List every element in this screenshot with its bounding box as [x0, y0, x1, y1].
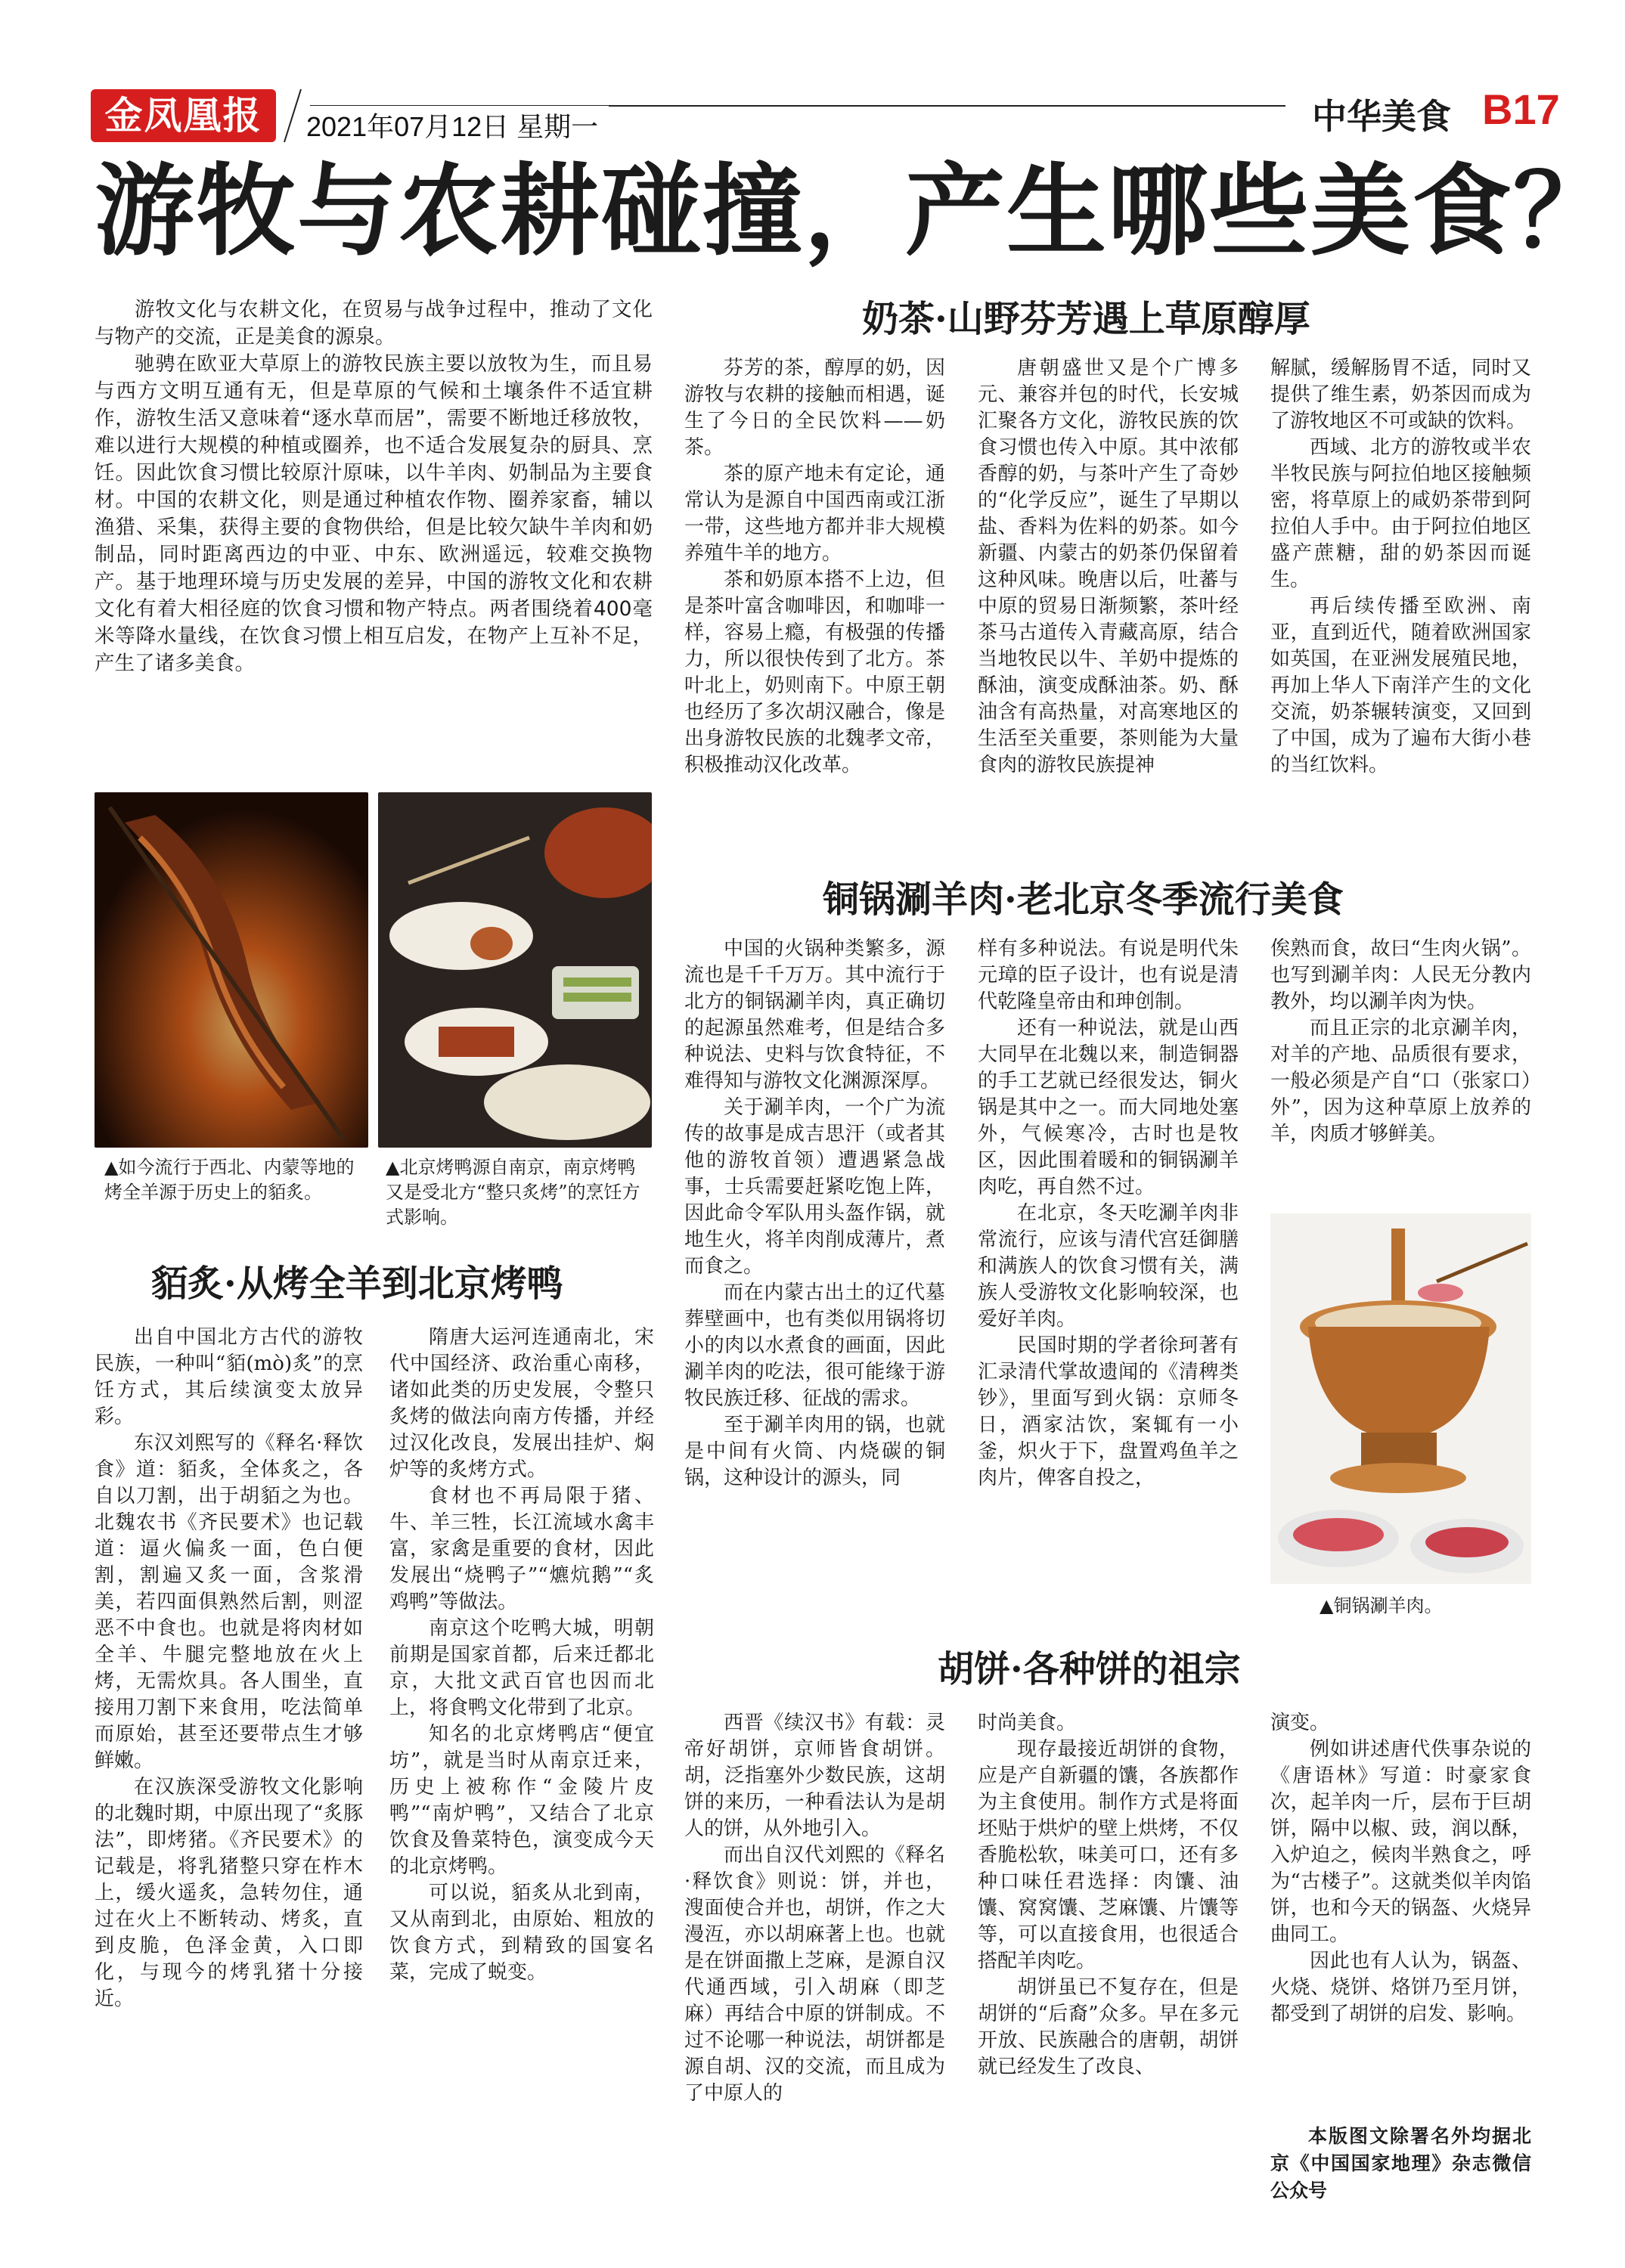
section-name: 中华美食 — [1312, 96, 1451, 137]
paragraph: 俟熟而食，故曰“生肉火锅”。也写到涮羊肉：人民无分教内教外，均以涮羊肉为快。 — [1270, 937, 1531, 1013]
paragraph: 胡饼虽已不复存在，但是胡饼的“后裔”众多。早在多元开放、民族融合的唐朝，胡饼就已经发生了改良、 — [978, 1976, 1239, 2078]
milk-tea-column-1 — [684, 355, 945, 779]
paragraph: 茶和奶原本搭不上边，但是茶叶富含咖啡因，和咖啡一样，容易上瘾，有极强的传播力，所以很快传到了北方。茶叶北上，奶则南下。中原王朝也经历了多次胡汉融合，像是出身游牧民族的北魏孝文帝，积极推动汉化改革。 — [684, 569, 945, 776]
paragraph: 出自中国北方古代的游牧民族，一种叫“貊(mò)炙”的烹饪方式，其后续演变太放异彩。 — [95, 1326, 363, 1428]
intro-paragraph: 驰骋在欧亚大草原上的游牧民族主要以放牧为生，而且易与西方文明互通有无，但是草原的气候和土壤条件不适宜耕作，游牧生活又意味着“逐水草而居”，需要不断地迁移放牧，难以进行大规模的种植或圈养，也不适合发展复杂的厨具、烹饪。因此饮食习惯比较原汁原味，以牛羊肉、奶制品为主要食材。中国的农耕文化，则是通过种植农作物、圈养家畜，辅以渔猎、采集，获得主要的食物供给，但是比较欠缺牛羊肉和奶制品，同时距离西边的中亚、中东、欧洲遥远，较难交换物产。基于地理环境与历史发展的差异，中国的游牧文化和农耕文化有着大相径庭的饮食习惯和物产特点。两者围绕着400毫米等降水量线，在饮食习惯上相互启发，在物产上互补不足，产生了诸多美食。 — [95, 352, 653, 675]
milk-tea-title: 奶茶·山野芬芳遇上草原醇厚 — [862, 298, 1310, 340]
paragraph: 而在内蒙古出土的辽代墓葬壁画中，也有类似用锅将切小的肉以水煮食的画面，因此涮羊肉的吃法，很可能缘于游牧民族迁移、征战的需求。 — [684, 1281, 945, 1410]
paragraph: 可以说，貊炙从北到南，又从南到北，由原始、粗放的饮食方式，到精致的国宴名菜，完成了蜕变。 — [389, 1882, 654, 1984]
hotpot-photo — [1270, 1213, 1531, 1584]
hotpot-column-1 — [684, 936, 945, 1492]
hubing-column-2 — [978, 1710, 1239, 2081]
roast-lamb-photo — [95, 792, 368, 1148]
paragraph: 现存最接近胡饼的食物，应是产自新疆的馕，各族都作为主食使用。制作方式是将面坯贴于烘炉的壁上烘烤，不仅香脆松软，味美可口，还有多种口味任君选择：肉馕、油馕、窝窝馕、芝麻馕、片馕等等，可以直接食用，也很适合搭配羊肉吃。 — [978, 1738, 1239, 1972]
paragraph: 关于涮羊肉，一个广为流传的故事是成吉思汗（或者其他的游牧首领）遭遇紧急战事，士兵需要赶紧吃饱上阵，因此命令军队用头盔作锅，就地生火，将羊肉削成薄片，煮而食之。 — [684, 1096, 945, 1278]
paragraph: 民国时期的学者徐珂著有汇录清代掌故遗闻的《清稗类钞》，里面写到火锅：京师冬日，酒家沽饮，案辄有一小釜，炽火于下，盘置鸡鱼羊之肉片，俾客自投之， — [978, 1334, 1239, 1489]
hubing-title: 胡饼·各种饼的祖宗 — [938, 1648, 1241, 1690]
paragraph: 解腻，缓解肠胃不适，同时又提供了维生素，奶茶因而成为了游牧地区不可或缺的饮料。 — [1270, 357, 1531, 432]
milk-tea-column-3 — [1270, 355, 1531, 779]
hotpot-column-2 — [978, 936, 1239, 1492]
issue-date: 2021年07月12日 星期一 — [306, 106, 609, 144]
hubing-column-1 — [684, 1710, 945, 2107]
paragraph: 在汉族深受游牧文化影响的北魏时期，中原出现了“炙豚法”，即烤猪。《齐民要术》的记载是，将乳猪整只穿在柞木上，缓火遥炙，急转勿住，通过在火上不断转动、烤炙，直到皮脆，色泽金黄，入口即化，与现今的烤乳猪十分接近。 — [95, 1776, 363, 2010]
mozhi-column-1 — [95, 1325, 363, 2012]
hubing-column-3 — [1270, 1710, 1531, 2028]
paragraph: 食材也不再局限于猪、牛、羊三牲，长江流域水禽丰富，家禽是重要的食材，因此发展出“烧鸭子”“爊炕鹅”“炙鸡鸭”等做法。 — [389, 1485, 654, 1613]
newspaper-logo: 金凤凰报 — [91, 89, 276, 142]
roast-duck-caption: ▲北京烤鸭源自南京，南京烤鸭又是受北方“整只炙烤”的烹饪方式影响。 — [386, 1157, 640, 1228]
paragraph: 而出自汉代刘熙的《释名·释饮食》则说：饼，并也，溲面使合并也，胡饼，作之大漫沍，亦以胡麻著上也。也就是在饼面撒上芝麻，是源自汉代通西域，引入胡麻（即芝麻）再结合中原的饼制成。不过不论哪一种说法，胡饼都是源自胡、汉的交流，而且成为了中原人的 — [684, 1844, 945, 2105]
milk-tea-column-2 — [978, 355, 1239, 779]
paragraph: 至于涮羊肉用的锅，也就是中间有火筒、内烧碳的铜锅，这种设计的源头，同 — [684, 1414, 945, 1489]
paragraph: 因此也有人认为，锅盔、火烧、烧饼、烙饼乃至月饼，都受到了胡饼的启发、影响。 — [1270, 1950, 1531, 2025]
paragraph: 例如讲述唐代佚事杂说的《唐语林》写道：时豪家食次，起羊肉一斤，层布于巨胡饼，隔中以椒、豉，润以酥，入炉迫之，候肉半熟食之，呼为“古楼子”。这就类似羊肉馅饼，也和今天的锅盔、火烧异曲同工。 — [1270, 1738, 1531, 1946]
paragraph: 芬芳的茶，醇厚的奶，因游牧与农耕的接触而相遇，诞生了今日的全民饮料——奶茶。 — [684, 357, 945, 459]
roast-lamb-caption: ▲如今流行于西北、内蒙等地的烤全羊源于历史上的貊炙。 — [104, 1157, 355, 1203]
divider-slash — [281, 86, 304, 145]
paragraph: 时尚美食。 — [978, 1712, 1077, 1734]
photo-text-credit: 本版图文除署名外均据北京《中国国家地理》杂志微信公众号 — [1270, 2125, 1531, 2201]
paragraph: 西域、北方的游牧或半农半牧民族与阿拉伯地区接触频密，将草原上的咸奶茶带到阿拉伯人手中。由于阿拉伯地区盛产蔗糖，甜的奶茶因而诞生。 — [1270, 436, 1531, 591]
mozhi-column-2 — [389, 1325, 654, 1986]
page-number: B17 — [1482, 85, 1560, 133]
paragraph: 在北京，冬天吃涮羊肉非常流行，应该与清代宫廷御膳和满族人的饮食习惯有关，满族人受游牧文化影响较深，也爱好羊肉。 — [978, 1202, 1239, 1331]
roast-duck-photo — [378, 792, 652, 1148]
paragraph: 中国的火锅种类繁多，源流也是千千万万。其中流行于北方的铜锅涮羊肉，真正确切的起源虽然难考，但是结合多种说法、史料与饮食特征，不难得知与游牧文化渊源深厚。 — [684, 937, 945, 1092]
paragraph: 南京这个吃鸭大城，明朝前期是国家首都，后来迁都北京，大批文武百官也因而北上，将食鸭文化带到了北京。 — [389, 1617, 654, 1719]
paragraph: 唐朝盛世又是个广博多元、兼容并包的时代，长安城汇聚各方文化，游牧民族的饮食习惯也传入中原。其中浓郁香醇的奶，与茶叶产生了奇妙的“化学反应”，诞生了早期以盐、香料为佐料的奶茶。如今新疆、内蒙古的奶茶仍保留着这种风味。晚唐以后，吐蕃与中原的贸易日渐频繁，茶叶经茶马古道传入青藏高原，结合当地牧民以牛、羊奶中提炼的酥油，演变成酥油茶。奶、酥油含有高热量，对高寒地区的生活至关重要，茶则能为大量食肉的游牧民族提神 — [978, 357, 1239, 776]
intro-text — [95, 296, 653, 677]
paragraph: 隋唐大运河连通南北，宋代中国经济、政治重心南移，诸如此类的历史发展，令整只炙烤的做法向南方传播，并经过汉化改良，发展出挂炉、焖炉等的炙烤方式。 — [389, 1326, 654, 1481]
paragraph: 还有一种说法，就是山西大同早在北魏以来，制造铜器的手工艺就已经很发达，铜火锅是其中之一。而大同地处塞外，气候寒冷，古时也是牧区，因此围着暖和的铜锅涮羊肉吃，再自然不过。 — [978, 1017, 1239, 1198]
paragraph: 茶的原产地未有定论，通常认为是源自中国西南或江浙一带，这些地方都并非大规模养殖牛羊的地方。 — [684, 463, 945, 565]
paragraph: 东汉刘熙写的《释名·释饮食》道：貊炙，全体炙之，各自以刀割，出于胡貊之为也。北魏农书《齐民要术》也记载道：逼火偏炙一面，色白便割，割遍又炙一面，含浆滑美，若四面俱熟然后割，则涩恶不中食也。也就是将肉材如全羊、牛腿完整地放在火上烤，无需炊具。各人围坐，直接用刀割下来食用，吃法简单而原始，甚至还要带点生才够鲜嫩。 — [95, 1432, 363, 1772]
paragraph: 样有多种说法。有说是明代朱元璋的臣子设计，也有说是清代乾隆皇帝由和珅创制。 — [978, 937, 1239, 1013]
paragraph: 知名的北京烤鸭店“便宜坊”，就是当时从南京迁来，历史上被称作“金陵片皮鸭”“南炉鸭”，又结合了北京饮食及鲁菜特色，演变成今天的北京烤鸭。 — [389, 1723, 654, 1878]
paragraph: 再后续传播至欧洲、南亚，直到近代，随着欧洲国家如英国，在亚洲发展殖民地，再加上华人下南洋产生的文化交流，奶茶辗转演变，又回到了中国，成为了遍布大街小巷的当红饮料。 — [1270, 595, 1531, 776]
paragraph: 演变。 — [1270, 1712, 1330, 1734]
page-headline: 游牧与农耕碰撞，产生哪些美食？ — [95, 153, 1614, 270]
paragraph: 西晋《续汉书》有载：灵帝好胡饼，京师皆食胡饼。胡，泛指塞外少数民族，这胡饼的来历，一种看法认为是胡人的饼，从外地引入。 — [684, 1712, 945, 1840]
hotpot-caption: ▲铜锅涮羊肉。 — [1320, 1595, 1443, 1616]
hotpot-column-3 — [1270, 936, 1531, 1148]
hotpot-title: 铜锅涮羊肉·老北京冬季流行美食 — [823, 878, 1344, 921]
mozhi-title: 貊炙·从烤全羊到北京烤鸭 — [151, 1263, 563, 1305]
paragraph: 而且正宗的北京涮羊肉，对羊的产地、品质很有要求，一般必须是产自“口（张家口）外”，因为这种草原上放养的羊，肉质才够鲜美。 — [1270, 1017, 1531, 1145]
intro-paragraph: 游牧文化与农耕文化，在贸易与战争过程中，推动了文化与物产的交流，正是美食的源泉。 — [95, 298, 653, 349]
